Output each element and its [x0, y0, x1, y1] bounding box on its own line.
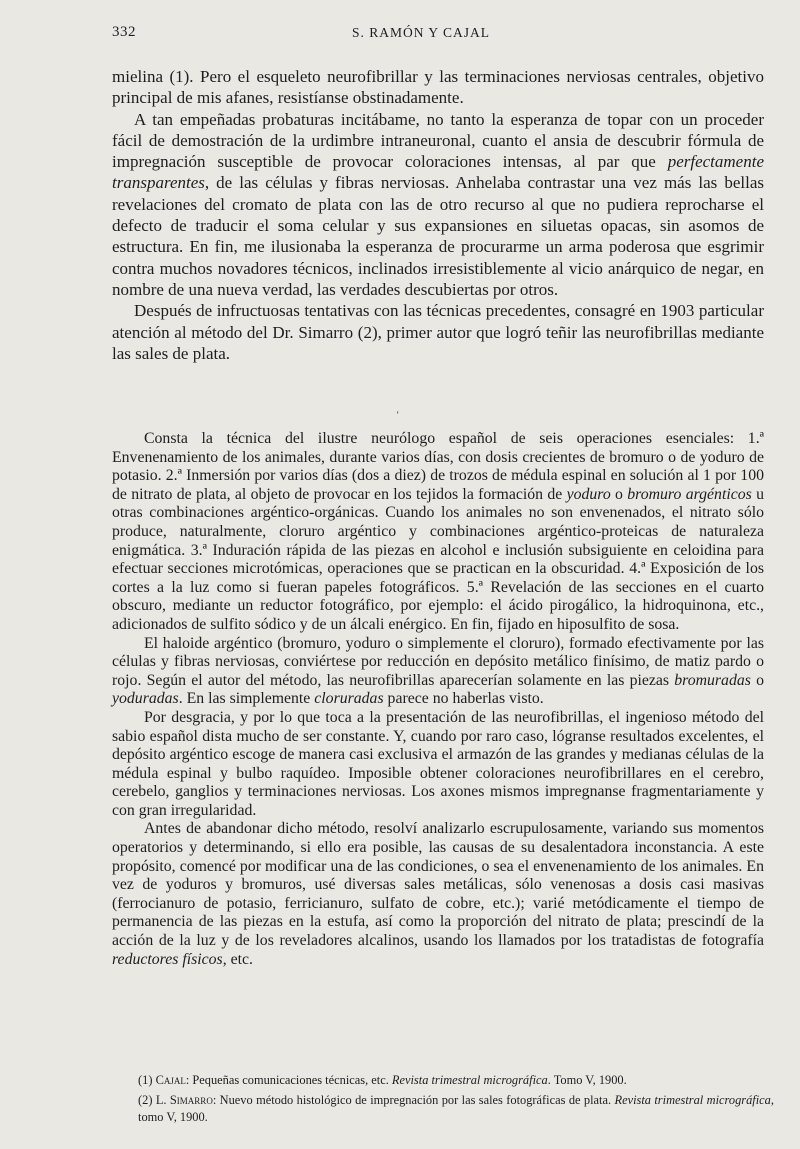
small-paragraph-2-emphasis-2: yoduradas: [112, 690, 179, 708]
small-paragraph-2-emphasis-3: cloruradas: [314, 690, 384, 708]
small-paragraph-1-text-c: u otras combinaciones argéntico-orgánicas. Cuando los animales no son envenenados, el nitrato sólo produce, naturalmente, cloruro argéntico y combinaciones argéntico-proteicas de naturaleza enigmática. 3.ª Induración rápida de las piezas en alcohol e inclusión subsiguiente en celoidina para efectuar secciones microtómicas, operaciones que se practican en la obscuridad. 4.ª Exposición de los cortes a la luz como si fueran papeles fotográficos. 5.ª Revelación de las secciones en el cuarto obscuro, mediante un reductor fotográfico, por ejemplo: el ácido pirogálico, la hidroquinona, etc., adicionados de sulfito sódico y de un álcali enérgico. En fin, fijado en hiposulfito de sosa.: [112, 485, 764, 633]
small-paragraph-1-text-b: o: [610, 485, 628, 503]
small-paragraph-1-emphasis-1: yoduro: [566, 485, 611, 503]
footnote-2-number: (2): [138, 1093, 153, 1107]
main-text: [112, 66, 764, 364]
small-paragraph-1: [112, 430, 764, 635]
footnote-2-text-a: : Nuevo método histológico de impregnación por las sales fotográficas de plata.: [212, 1093, 615, 1107]
small-paragraph-4-text-a: Antes de abandonar dicho método, resolví analizarlo escrupulosamente, variando sus momentos operatorios y determinando, si ello era posible, las causas de su desalentadora inconstancia. A este propósito, comencé por modificar una de las condiciones, o sea el envenenamiento de los animales. En vez de yoduros y bromuros, usé diversas sales metálicas, sólo venenosas a dosis casi masivas (ferrocianuro de potasio, ferricianuro, sulfato de cobre, etc.); varié metódicamente el tiempo de permanencia de las piezas en la estufa, así como la proporción del nitrato de plata; prescindí de la acción de la luz y de los reveladores alcalinos, usando los llamados por los tratadistas de fotografía: [112, 820, 764, 950]
footnote-1-number: (1): [138, 1073, 153, 1087]
page-header: [112, 24, 764, 44]
paragraph-2-emphasis: perfectamente transparentes: [112, 152, 764, 193]
footnote-2-journal: Revista trimestral micrográfica: [614, 1093, 771, 1107]
footnote-1-author: Cajal: [155, 1073, 186, 1087]
footnote-1-text-a: : Pequeñas comunicaciones técnicas, etc.: [185, 1073, 392, 1087]
small-print-text: [112, 430, 764, 969]
paragraph-1: [112, 66, 764, 109]
ornament-mark: ‘: [396, 410, 400, 421]
small-paragraph-2-text-b: o: [750, 671, 764, 689]
small-paragraph-2-text-d: parece no haberlas visto.: [383, 690, 544, 708]
small-paragraph-1-emphasis-2: bromuro argénticos: [627, 485, 752, 503]
paragraph-1-text: mielina (1). Pero el esqueleto neurofibrillar y las terminaciones nerviosas centrales, objetivo principal de mis afanes, resistíanse obstinadamente.: [112, 67, 764, 108]
small-paragraph-2-emphasis-1: bromuradas: [674, 671, 751, 689]
small-paragraph-3-text: Por desgracia, y por lo que toca a la presentación de las neurofibrillas, el ingenioso método del sabio español dista mucho de ser constante. Y, cuando por raro caso, lógranse resultados excelentes, el depósito argéntico escoge de manera casi exclusiva el armazón de las grandes y medianas células de la médula espinal y bulbo raquídeo. Imposible obtener coloraciones neurofibrillares en el cerebro, cerebelo, ganglios y terminaciones nerviosas. Los axones mismos impregnanse fragmentariamente y con gran irregularidad.: [112, 708, 764, 819]
footnote-1-journal: Revista trimestral micrográfica: [391, 1073, 548, 1087]
paragraph-2: [112, 109, 764, 301]
footnote-2: [112, 1092, 774, 1126]
page-number: 332: [112, 24, 136, 40]
paragraph-3: [112, 300, 764, 364]
small-paragraph-4-emphasis: reductores físicos: [112, 950, 223, 968]
paragraph-2-text-a: A tan empeñadas probaturas incitábame, no tanto la esperanza de topar con un proceder fácil de demostración de la urdimbre intraneuronal, cuanto el ansia de descubrir fórmula de impregnación susceptible de provocar coloraciones intensas, al par que: [112, 109, 764, 172]
small-paragraph-2: [112, 635, 764, 709]
small-paragraph-2-text-c: . En las simplemente: [178, 690, 315, 708]
footnote-2-author: L. Simarro: [155, 1093, 213, 1107]
paragraph-3-text: Después de infructuosas tentativas con las técnicas precedentes, consagré en 1903 particular atención al método del Dr. Simarro (2), primer autor que logró teñir las neurofibrillas mediante las sales de plata.: [112, 301, 764, 363]
footnotes: [112, 1072, 774, 1129]
footnote-1-text-b: . Tomo V, 1900.: [547, 1073, 627, 1087]
small-paragraph-4-text-b: , etc.: [222, 950, 253, 968]
small-paragraph-1-text-a: Consta la técnica del ilustre neurólogo español de seis operaciones esenciales: 1.ª Envenenamiento de los animales, durante varios días, con dosis crecientes de bromuro o de yoduro de potasio. 2.ª Inmersión por varios días (dos a diez) de trozos de médula espinal en solución al 1 por 100 de nitrato de plata, al objeto de provocar en los tejidos la formación de: [112, 430, 764, 503]
small-paragraph-3: [112, 709, 764, 821]
paragraph-2-text-b: , de las células y fibras nerviosas. Anhelaba contrastar una vez más las bellas revelaciones del cromato de plata con las de otro recurso al que no pudiera reprocharse el defecto de traducir el soma celular y sus expansiones en siluetas opacas, sin asomos de estructura. En fin, me ilusionaba la esperanza de procurarme un arma poderosa que esgrimir contra muchos novadores técnicos, inclinados irresistiblemente al vicio anárquico de negar, en nombre de una nueva verdad, las verdades descubiertas por otros.: [112, 173, 764, 299]
small-paragraph-4: [112, 820, 764, 969]
footnote-2-text-b: , tomo V, 1900.: [138, 1093, 774, 1124]
small-paragraph-2-text-a: El haloide argéntico (bromuro, yoduro o simplemente el cloruro), formado efectivamente por las células y fibras nerviosas, conviértese por reducción en depósito metálico finísimo, de matiz pardo o rojo. Según el autor del método, las neurofibrillas aparecerían solamente en las piezas: [112, 634, 764, 689]
footnote-1: [112, 1072, 774, 1089]
running-head: S. RAMÓN Y CAJAL: [352, 25, 491, 40]
